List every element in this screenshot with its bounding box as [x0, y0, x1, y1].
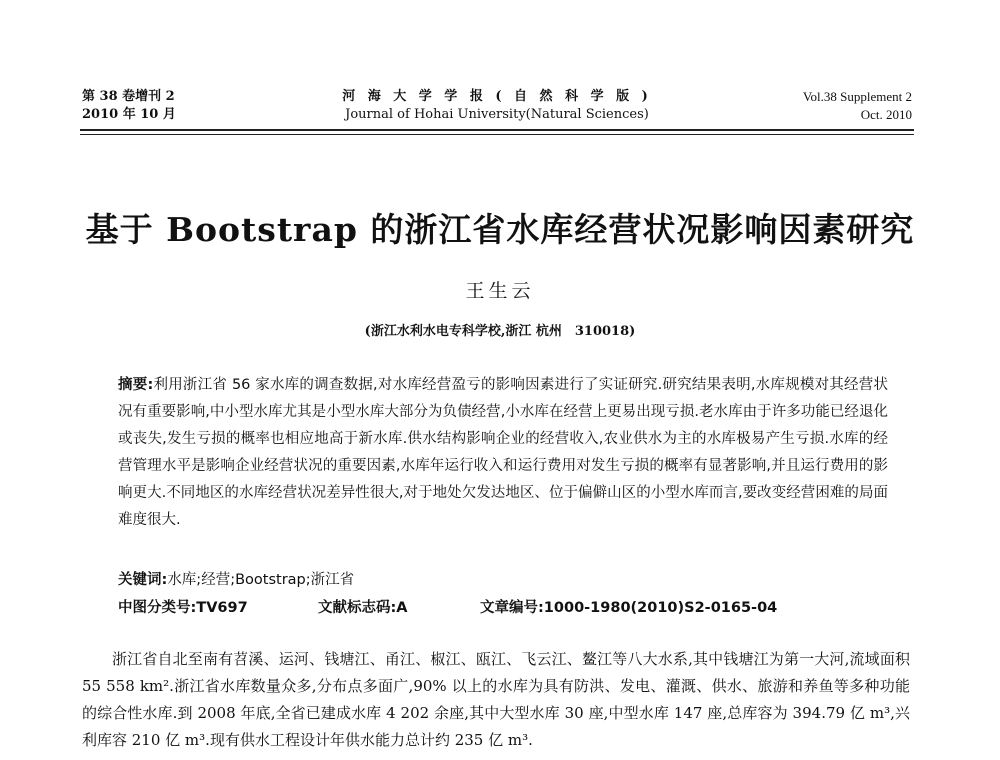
keywords-text: 水库;经营;Bootstrap;浙江省	[167, 572, 355, 588]
body-paragraph: 浙江省自北至南有苕溪、运河、钱塘江、甬江、椒江、瓯江、飞云江、鳌江等八大水系,其中钱塘江为第一大河,流域面积 55 558 km².浙江省水库数量众多,分布点多面广,90% 以上的水库为具有防洪、发电、灌溉、供水、旅游和养鱼等多种功能的综合性水库.到 2008 年底,全省已建成水库 4 202 余座,其中大型水库 30 座,中型水库 147 座,总库容为 394.79 亿 m³,兴利库容 210 亿 m³.现有供水工程设计年供水能力总计约 235 亿 m³.	[82, 650, 910, 749]
abstract-text: 利用浙江省 56 家水库的调查数据,对水库经营盈亏的影响因素进行了实证研究.研究结果表明,水库规模对其经营状况有重要影响,中小型水库尤其是小型水库大部分为负债经营,小水库在经营上更易出现亏损.老水库由于许多功能已经退化或丧失,发生亏损的概率也相应地高于新水库.供水结构影响企业的经营收入,农业供水为主的水库极易产生亏损.水库的经营管理水平是影响企业经营状况的重要因素,水库年运行收入和运行费用对发生亏损的概率有显著影响,并且运行费用的影响更大.不同地区的水库经营状况差异性很大,对于地处欠发达地区、位于偏僻山区的小型水库而言,要改变经营困难的局面难度很大.	[118, 377, 888, 528]
author-name: 王生云	[465, 280, 535, 302]
journal-name-cn: 河 海 大 学 学 报 ( 自 然 科 学 版 )	[342, 89, 652, 104]
author-affiliation: (浙江水利水电专科学校,浙江 杭州 310018)	[364, 324, 636, 339]
date-line: 2010 年 10 月	[82, 107, 176, 122]
classification-row	[118, 596, 898, 617]
document-code: 文献标志码:A	[318, 600, 408, 616]
journal-name-en: Journal of Hohai University(Natural Sciences)	[345, 107, 649, 122]
header-rule-thin	[80, 134, 914, 135]
journal-header	[82, 88, 912, 128]
body-text	[82, 646, 910, 754]
clc-number: 中图分类号:TV697	[118, 600, 248, 616]
journal-name	[82, 88, 912, 124]
abstract	[118, 372, 888, 534]
volume-info-en	[803, 88, 912, 124]
volume-line-en: Vol.38 Supplement 2	[802, 89, 912, 104]
keywords	[118, 568, 354, 589]
paper-title: 基于 Bootstrap 的浙江省水库经营状况影响因素研究	[85, 210, 915, 249]
date-line-en: Oct. 2010	[860, 107, 912, 122]
article-number: 文章编号:1000-1980(2010)S2-0165-04	[480, 600, 778, 616]
header-rule-thick	[80, 129, 914, 131]
volume-line: 第 38 卷增刊 2	[82, 89, 175, 104]
keywords-label: 关键词:	[118, 572, 168, 588]
abstract-label: 摘要:	[118, 377, 154, 393]
